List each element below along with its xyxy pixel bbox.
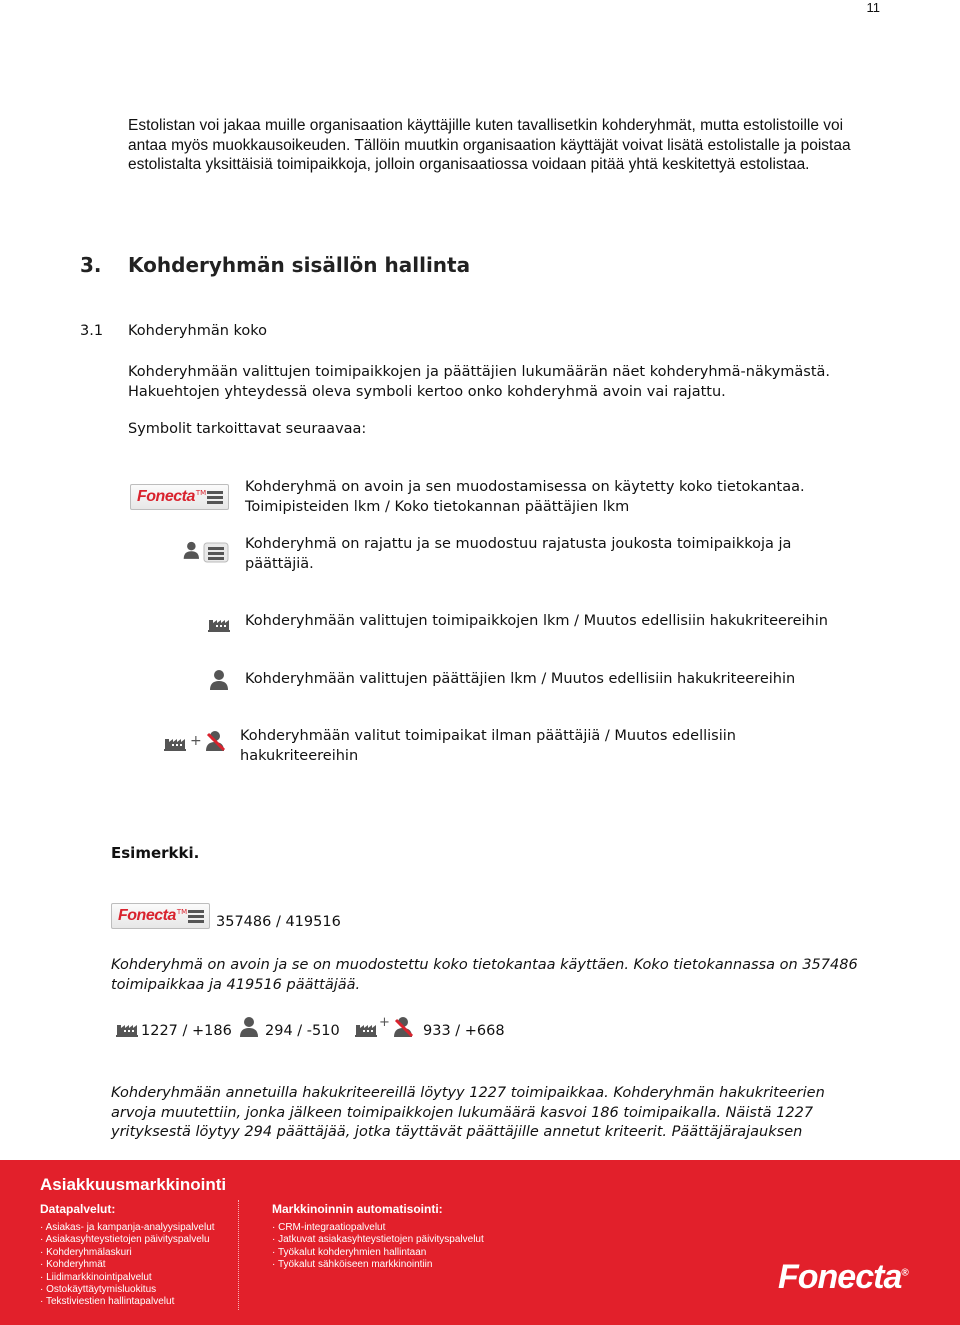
fonecta-logo: Fonecta — [118, 907, 176, 924]
footer-list-item: · Jatkuvat asiakasyhteystietojen päivityspalvelut — [272, 1234, 484, 1246]
section-heading — [80, 253, 470, 277]
person-icon — [208, 669, 230, 695]
open-symbol-text — [245, 478, 885, 517]
example-persons: 294 / -510 — [265, 1023, 340, 1039]
factory-icon — [354, 1016, 378, 1042]
list-icon — [207, 489, 223, 506]
intro-paragraph: Estolistan voi jakaa muille organisaation käyttäjille kuten tavallisetkin kohderyhmät, mutta estolistoille voi antaa myös muokkausoikeuden. Tällöin muutkin organisaation käyttäjät voivat lisätä estolistalle ja poistaa estolistalta yksittäisiä toimipaikkoja, jolloin organisaatiossa voidaan pitää yhtä keskitettyä estolistaa. — [128, 117, 851, 173]
footer-list-item: · Kohderyhmälaskuri — [40, 1247, 215, 1259]
limited-target-group-symbol — [182, 540, 230, 564]
limited-desc: Kohderyhmä on rajattu ja se muodostuu rajatusta joukosta toimipaikkoja ja päättäjiä. — [245, 536, 792, 572]
section-title: Kohderyhmän sisällön hallinta — [128, 253, 471, 277]
footer-list-item: · Kohderyhmät — [40, 1259, 215, 1271]
footer-list-item: · CRM-integraatiopalvelut — [272, 1222, 484, 1234]
footer-title: Asiakkuusmarkkinointi — [40, 1175, 227, 1194]
example-without: 933 / +668 — [423, 1023, 505, 1039]
footer-left-heading: Datapalvelut: — [40, 1202, 116, 1216]
list-icon — [188, 908, 204, 925]
footer-right-heading: Markkinoinnin automatisointi: — [272, 1202, 443, 1216]
footer-list-item: · Työkalut kohderyhmien hallintaan — [272, 1247, 484, 1259]
plus-sign: + — [190, 733, 202, 749]
footer-left-column — [40, 1202, 215, 1309]
footer-right-column — [272, 1202, 484, 1272]
without-desc: Kohderyhmään valitut toimipaikat ilman päättäjiä / Muutos edellisiin hakukriteereihin — [240, 728, 736, 764]
sites-desc: Kohderyhmään valittujen toimipaikkojen lkm / Muutos edellisiin hakukriteereihin — [245, 613, 828, 629]
para1 — [128, 363, 908, 402]
footer-banner — [0, 1160, 960, 1325]
person-icon — [238, 1016, 260, 1042]
footer-list-item: · Asiakasyhteystietojen päivityspalvelu — [40, 1234, 215, 1246]
footer-list-item: · Ostokäyttäytymisluokitus — [40, 1284, 215, 1296]
plus-sign: + — [379, 1015, 390, 1030]
footer-list-item: · Asiakas- ja kampanja-analyysipalvelut — [40, 1222, 215, 1234]
open-desc: Kohderyhmä on avoin ja sen muodostamisessa on käytetty koko tietokantaa. — [245, 479, 805, 495]
registered-mark: ® — [901, 1267, 908, 1279]
example-sites: 1227 / +186 — [141, 1023, 232, 1039]
persons-desc: Kohderyhmään valittujen päättäjien lkm / Muutos edellisiin hakukriteereihin — [245, 671, 796, 687]
symbols-intro: Symbolit tarkoittavat seuraavaa: — [128, 421, 367, 437]
section-number: 3. — [80, 253, 102, 277]
person-list-icon — [182, 540, 230, 564]
example-desc2-line: arvoja muutettiin, jonka jälkeen toimipaikkojen lukumäärä kasvoi 186 toimipaikalla. Näistä 1227 — [111, 1104, 814, 1121]
footer-divider — [238, 1200, 239, 1310]
footer-brand-text: Fonecta — [778, 1258, 902, 1296]
footer-right-list — [272, 1222, 484, 1272]
open-counts: Toimipisteiden lkm / Koko tietokannan päättäjien lkm — [245, 498, 630, 515]
footer-brand-logo — [778, 1258, 908, 1297]
example-total: 357486 / 419516 — [216, 914, 341, 930]
factory-icon — [115, 1016, 139, 1042]
example-desc2 — [111, 1084, 911, 1143]
person-crossed-icon — [204, 730, 228, 758]
subsection-heading — [80, 323, 267, 339]
subsection-number: 3.1 — [80, 323, 104, 339]
para1-line2: Hakuehtojen yhteydessä oleva symboli kertoo onko kohderyhmä avoin vai rajattu. — [128, 383, 726, 400]
para1-line1: Kohderyhmään valittujen toimipaikkojen ja päättäjien lukumäärän näet kohderyhmä-näkymästä. — [128, 364, 831, 380]
example-desc2-line: yrityksestä löytyy 294 päättäjää, jotka täyttävät päättäjille annetut kriteerit. Päättäjärajauksen — [111, 1124, 803, 1140]
footer-list-item: · Työkalut sähköiseen markkinointiin — [272, 1259, 484, 1271]
footer-list-item: · Tekstiviestien hallintapalvelut — [40, 1296, 215, 1308]
footer-left-list — [40, 1222, 215, 1309]
example-heading: Esimerkki. — [111, 844, 200, 862]
factory-icon — [163, 730, 187, 756]
person-crossed-icon — [392, 1016, 416, 1044]
example-desc: Kohderyhmä on avoin ja se on muodostettu koko tietokantaa käyttäen. Koko tietokannassa on 357486 toimipaikkaa ja 419516 päättäjää. — [111, 957, 858, 993]
trademark-mark: TM — [195, 489, 207, 497]
open-target-group-symbol — [130, 484, 229, 510]
example-open-symbol — [111, 903, 210, 929]
factory-icon — [207, 611, 231, 637]
footer-list-item: · Liidimarkkinointipalvelut — [40, 1272, 215, 1284]
fonecta-logo: Fonecta — [137, 488, 195, 505]
trademark-mark: TM — [176, 908, 188, 916]
example-desc2-line: Kohderyhmään annetuilla hakukriteereillä löytyy 1227 toimipaikkaa. Kohderyhmän hakukriteerien — [111, 1085, 825, 1101]
page-number: 11 — [866, 0, 880, 15]
subsection-title: Kohderyhmän koko — [128, 323, 268, 339]
